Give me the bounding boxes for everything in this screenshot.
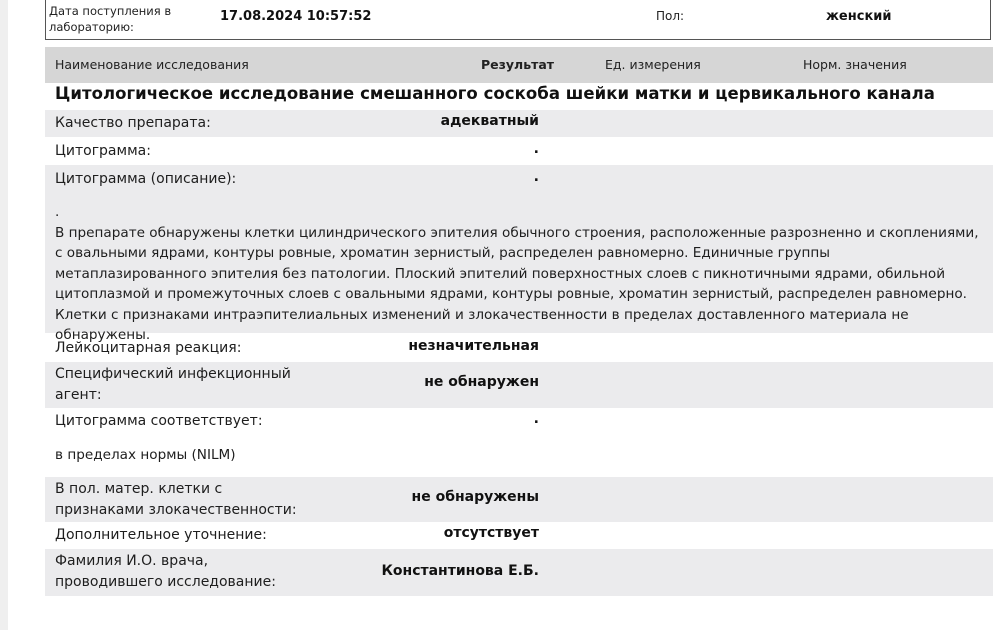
row-label: Цитограмма соответствует: — [55, 413, 263, 429]
column-header-name: Наименование исследования — [55, 57, 249, 72]
sex-value: женский — [826, 9, 892, 24]
results-table-header — [45, 47, 993, 83]
description-paragraph-2: Клетки с признаками интраэпителиальных изменений и злокачественности в пределах доставленного материала не обнаружены. — [55, 306, 909, 343]
table-row-additional-note — [45, 522, 993, 549]
row-value: отсутствует — [443, 525, 539, 541]
row-label: Цитограмма: — [55, 143, 151, 159]
cytogram-description-block — [45, 194, 993, 343]
table-row-doctor — [45, 549, 993, 596]
row-value: не обнаружен — [424, 374, 539, 390]
sex-label: Пол: — [656, 9, 685, 23]
row-value: . — [533, 169, 539, 185]
row-label: Качество препарата: — [55, 115, 211, 131]
receipt-date-label: Дата поступления в лабораторию: — [49, 4, 172, 34]
table-row-malignancy — [45, 477, 993, 522]
table-row-quality — [45, 110, 993, 137]
row-label: Специфический инфекционный агент: — [55, 366, 291, 403]
column-header-unit: Ед. измерения — [605, 57, 701, 72]
row-value: Константинова Е.Б. — [381, 563, 539, 579]
row-value: . — [533, 411, 539, 427]
row-value: адекватный — [440, 113, 539, 129]
row-label: В пол. матер. клетки с признаками злокачественности: — [55, 481, 297, 518]
row-label: Лейкоцитарная реакция: — [55, 340, 242, 356]
row-value: не обнаружены — [411, 489, 539, 505]
table-row-leukocyte-reaction — [45, 335, 993, 362]
column-header-norm: Норм. значения — [803, 57, 907, 72]
description-dot: . — [55, 204, 60, 220]
column-header-result: Результат — [481, 57, 555, 72]
description-paragraph-1: В препарате обнаружены клетки цилиндрического эпителия обычного строения, расположенные разрозненно и скоплениями, с овальными ядрами, контуры ровные, хроматин зернистый, распределен равномерно. Единичные группы метаплазированного эпителия без патологии. Плоский эпителий поверхностных слоев с пикнотичными ядрами, обильной цитоплазмой и промежуточных слоев с овальными ядрами, контуры ровные, хроматин зернистый, распределен равномерно. — [55, 224, 979, 302]
row-value: . — [533, 141, 539, 157]
left-gutter — [0, 0, 8, 630]
table-row-cytogram-description — [45, 165, 993, 194]
cytogram-description-text — [55, 202, 985, 346]
row-label: Цитограмма (описание): — [55, 171, 237, 187]
conclusion-note: в пределах нормы (NILM) — [55, 447, 236, 463]
row-value: незначительная — [408, 338, 539, 354]
table-row-cytogram-conclusion — [45, 408, 993, 476]
patient-info-box — [45, 0, 991, 40]
table-row-cytogram — [45, 137, 993, 165]
row-label: Фамилия И.О. врача, проводившего исследование: — [55, 553, 276, 590]
receipt-date-value: 17.08.2024 10:57:52 — [220, 9, 372, 24]
section-title: Цитологическое исследование смешанного соскоба шейки матки и цервикального канала — [55, 84, 935, 103]
row-label: Дополнительное уточнение: — [55, 527, 267, 543]
table-row-infectious-agent — [45, 362, 993, 408]
